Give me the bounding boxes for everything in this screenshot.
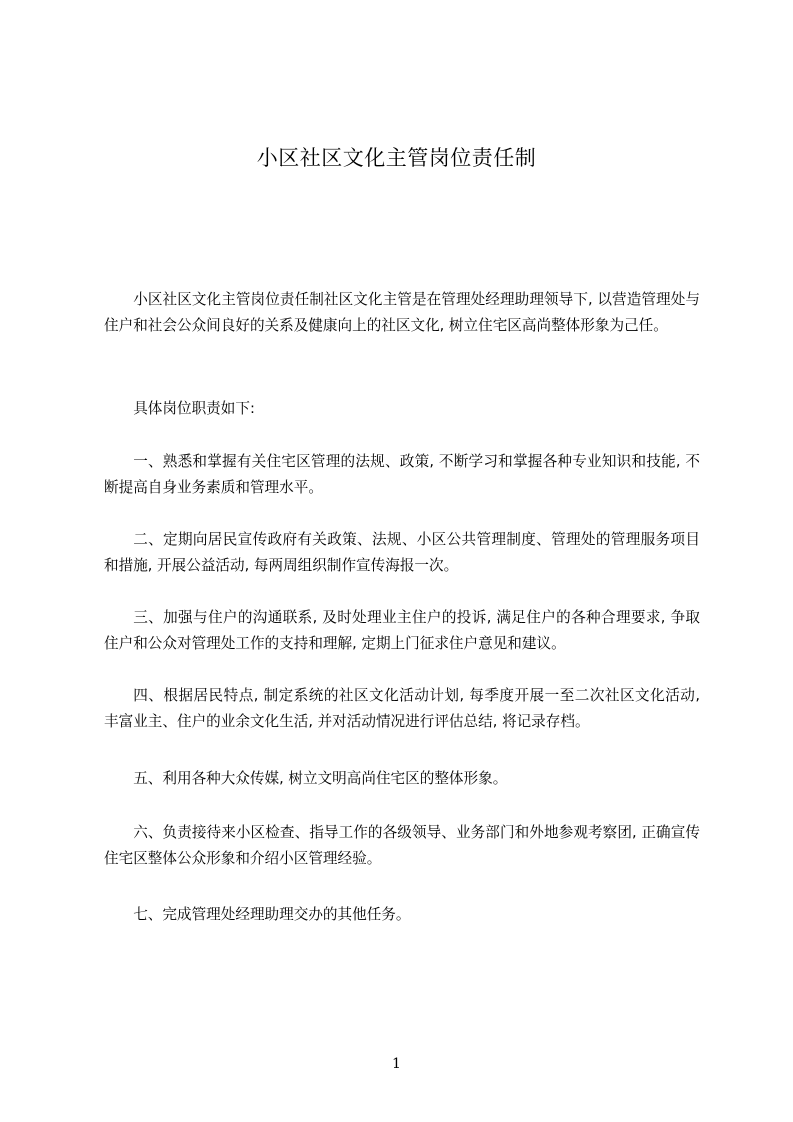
duty-item-7: 七、完成管理处经理助理交办的其他任务。 [133,906,411,923]
duties-heading-paragraph: 具体岗位职责如下: [133,400,255,417]
duty-item-4: 四、根据居民特点, 制定系统的社区文化活动计划, 每季度开展一至二次社区文化活动, 丰富业主、住户的业余文化生活, 并对活动情况进行评估总结, 将记录存档。 [104,687,700,730]
duty-item-1: 一、熟悉和掌握有关住宅区管理的法规、政策, 不断学习和掌握各种专业知识和技能, 不断提高自身业务素质和管理水平。 [104,453,700,496]
page-number: 1 [392,1056,401,1072]
duty-item-6: 六、负责接待来小区检查、指导工作的各级领导、业务部门和外地参观考察团, 正确宣传住宅区整体公众形象和介绍小区管理经验。 [104,824,700,867]
duty-item-5: 五、利用各种大众传媒, 树立文明高尚住宅区的整体形象。 [133,770,508,787]
intro-paragraph: 小区社区文化主管岗位责任制社区文化主管是在管理处经理助理领导下, 以营造管理处与住户和社会公众间良好的关系及健康向上的社区文化, 树立住宅区高尚整体形象为己任。 [104,291,700,334]
document-title: 小区社区文化主管岗位责任制 [256,146,537,170]
duty-item-2: 二、定期向居民宣传政府有关政策、法规、小区公共管理制度、管理处的管理服务项目和措施, 开展公益活动, 每两周组织制作宣传海报一次。 [104,531,700,574]
duty-item-3: 三、加强与住户的沟通联系, 及时处理业主住户的投诉, 满足住户的各种合理要求, 争取住户和公众对管理处工作的支持和理解, 定期上门征求住户意见和建议。 [104,609,700,652]
